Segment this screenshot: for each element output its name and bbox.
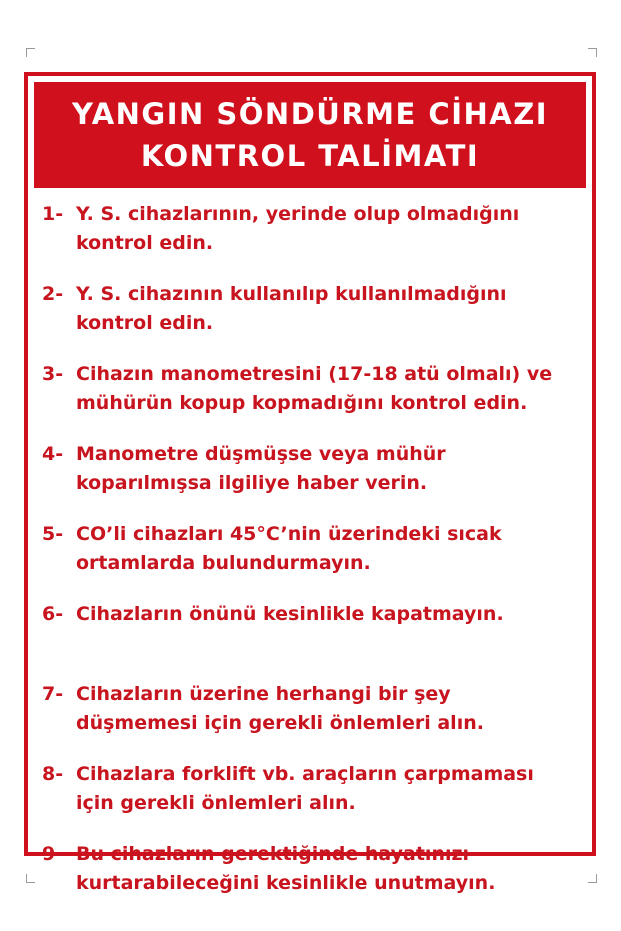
instruction-item-7 [42, 680, 588, 760]
instruction-item-4 [42, 440, 588, 520]
instruction-list [42, 200, 588, 920]
instruction-text: Y. S. cihazlarının, yerinde olup olmadığını kontrol edin. [76, 203, 520, 254]
instruction-number: 8- [42, 763, 64, 785]
instruction-item-1 [42, 200, 588, 280]
instruction-text: Cihazların üzerine herhangi bir şey düşmemesi için gerekli önlemleri alın. [76, 683, 484, 734]
instruction-number: 9- [42, 843, 64, 865]
instruction-sign [24, 72, 596, 894]
instruction-text: Manometre düşmüşse veya mühür koparılmışsa ilgiliye haber verin. [76, 443, 446, 494]
instruction-number: 3- [42, 363, 64, 385]
crop-mark-bottom-right [588, 874, 597, 883]
instruction-item-6 [42, 600, 588, 680]
crop-mark-bottom-left [26, 874, 35, 883]
sign-title-line-1: YANGIN SÖNDÜRME CİHAZI [71, 97, 549, 131]
instruction-number: 1- [42, 203, 64, 225]
crop-mark-top-right [588, 48, 597, 57]
instruction-text: Cihazların önünü kesinlikle kapatmayın. [76, 603, 504, 625]
sign-title-line-2: KONTROL TALİMATI [140, 139, 480, 173]
sign-header [34, 82, 586, 188]
instruction-item-5 [42, 520, 588, 600]
instruction-number: 2- [42, 283, 64, 305]
instruction-item-9 [42, 840, 588, 920]
instruction-number: 5- [42, 523, 64, 545]
instruction-text: CO’li cihazları 45°C’nin üzerindeki sıcak ortamlarda bulundurmayın. [76, 523, 502, 574]
instruction-text: Cihazın manometresini (17-18 atü olmalı) ve mühürün kopup kopmadığını kontrol edin. [76, 363, 553, 414]
instruction-text: Bu cihazların gerektiğinde hayatınızı kurtarabileceğini kesinlikle unutmayın. [76, 843, 496, 894]
instruction-number: 6- [42, 603, 64, 625]
instruction-number: 4- [42, 443, 64, 465]
instruction-item-3 [42, 360, 588, 440]
instruction-number: 7- [42, 683, 64, 705]
instruction-text: Cihazlara forklift vb. araçların çarpmaması için gerekli önlemleri alın. [76, 763, 534, 814]
instruction-item-8 [42, 760, 588, 840]
instruction-text: Y. S. cihazının kullanılıp kullanılmadığını kontrol edin. [76, 283, 507, 334]
crop-mark-top-left [26, 48, 35, 57]
instruction-item-2 [42, 280, 588, 360]
